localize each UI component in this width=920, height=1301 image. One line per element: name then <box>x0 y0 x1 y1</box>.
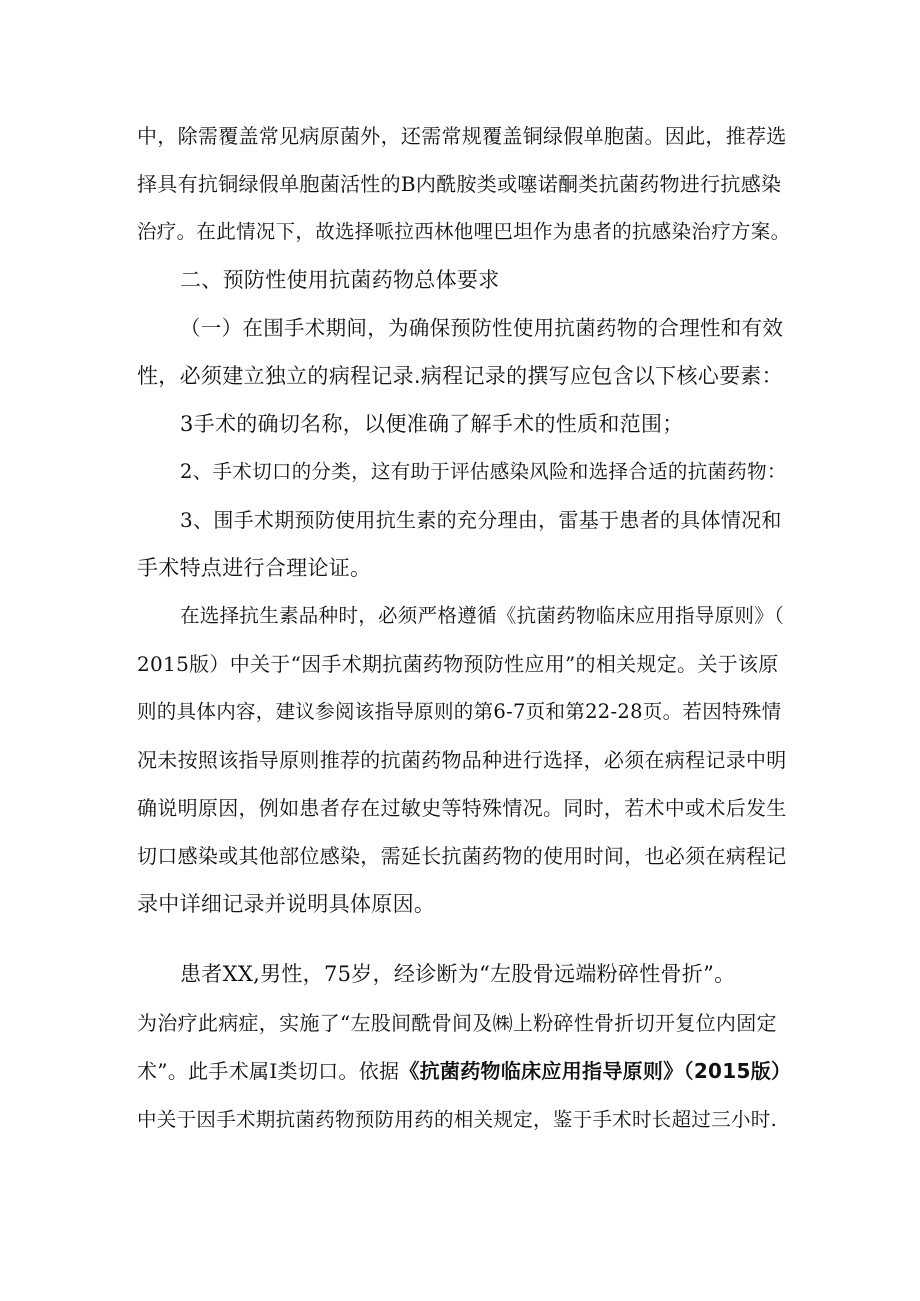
subsection-line-2: 性，必须建立独立的病程记录.病程记录的撰写应包含以下核心要素： <box>137 364 783 388</box>
list-item-continued: 手术特点进行合理论证。 <box>137 556 372 580</box>
list-item: 2、手术切口的分类，这有助于评估感染风险和选择合适的抗菌药物： <box>180 460 787 483</box>
case-line-4: 中关于因手术期抗菌药物预防用药的相关规定，鉴于手术时长超过三小时. <box>137 1108 778 1131</box>
paragraph-line-4: 况未按照该指导原则推荐的抗菌药物品种进行选择，必须在病程记录中明 <box>137 748 787 772</box>
paragraph-line-2: 2015版）中关于“因手术期抗菌药物预防性应用”的相关规定。关于该原 <box>137 652 779 676</box>
paragraph-continued-line-2: 择具有抗铜绿假单胞菌活性的B内酰胺类或噻诺酮类抗菌药物进行抗感染 <box>137 172 782 196</box>
case-line-3-text: 术”。此手术属I类切口。依据 <box>137 1059 400 1083</box>
case-line-3 <box>137 1057 791 1085</box>
case-line-2: 为治疗此病症，实施了“左股间酰骨间及㈱上粉碎性骨折切开复位内固定 <box>137 1011 777 1035</box>
paragraph-continued-line-1: 中，除需覆盖常见病原菌外，还需常规覆盖铜绿假单胞菌。因此，推荐选 <box>137 124 787 148</box>
guideline-title: 《抗菌药物临床应用指导原则》（2015版） <box>399 1059 792 1083</box>
list-item: 3手术的确切名称，以便准确了解手术的性质和范围； <box>180 412 684 436</box>
paragraph-continued-line-3: 治疗。在此情况下，故选择哌拉西林他哩巴坦作为患者的抗感染治疗方案。 <box>137 220 791 243</box>
paragraph-line-5: 确说明原因，例如患者存在过敏史等特殊情况。同时，若术中或术后发生 <box>137 796 787 820</box>
paragraph-line-3: 则的具体内容，建议参阅该指导原则的第6-7页和第22-28页。若因特殊情 <box>137 700 782 723</box>
paragraph-line-1: 在选择抗生素品种时，必须严格遵循《抗菌药物临床应用指导原则》（ <box>180 604 785 627</box>
list-item: 3、围手术期预防使用抗生素的充分理由，雷基于患者的具体情况和 <box>180 508 782 532</box>
section-heading: 二、预防性使用抗菌药物总体要求 <box>180 268 500 292</box>
subsection-line-1: （一）在围手术期间，为确保预防性使用抗菌药物的合理性和有效 <box>180 316 784 340</box>
paragraph-line-6: 切口感染或其他部位感染，需延长抗菌药物的使用时间，也必须在病程记 <box>137 844 787 868</box>
paragraph-line-7: 录中详细记录并说明具体原因。 <box>137 892 436 916</box>
case-line-1: 患者XX,男性，75岁，经诊断为“左股骨远端粉碎性骨折”。 <box>180 962 736 986</box>
